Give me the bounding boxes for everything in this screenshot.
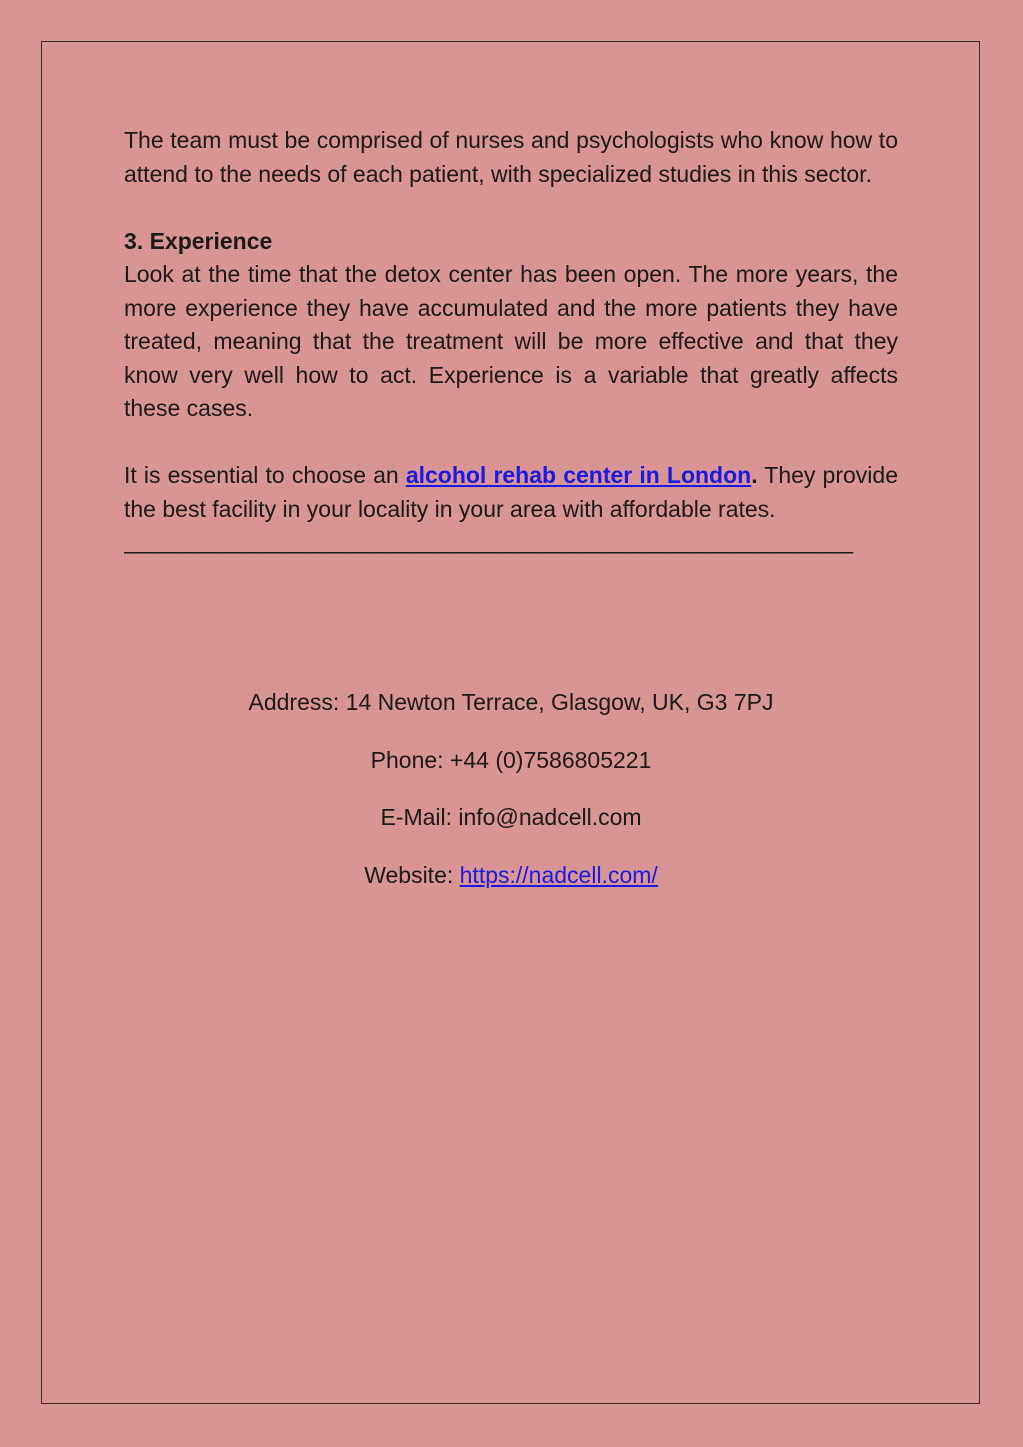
closing-prefix: It is essential to choose an [124, 462, 406, 488]
section-heading: 3. Experience [124, 227, 273, 254]
closing-suffix: They provide the best facility in your locality in your area with affordable rates. [124, 462, 898, 522]
paragraph-spacer [124, 191, 898, 225]
experience-paragraph: Look at the time that the detox center has been open. The more years, the more experience they have accumulated and the more patients they have treated, meaning that the treatment will be more effective and that they know very well how to act. Experience is a variable that greatly affects these cases. [124, 261, 898, 421]
rehab-center-link[interactable]: alcohol rehab center in London [405, 462, 752, 488]
website-line [124, 857, 898, 915]
closing-paragraph [124, 459, 898, 526]
address-line: Address: 14 Newton Terrace, Glasgow, UK, G3 7PJ [248, 689, 774, 715]
website-link[interactable]: https://nadcell.com/ [459, 861, 658, 888]
contact-block [124, 684, 898, 914]
website-label: Website: [364, 861, 460, 888]
document-body [124, 124, 898, 556]
closing-period: . [751, 462, 758, 488]
paragraph-spacer [124, 426, 898, 460]
phone-line: Phone: +44 (0)7586805221 [370, 746, 652, 773]
email-line: E-Mail: info@nadcell.com [380, 804, 642, 830]
divider-line: _________________________________________________________ [124, 528, 854, 554]
intro-paragraph: The team must be comprised of nurses and psychologists who know how to attend to the needs of each patient, with specialized studies in this sector. [124, 127, 898, 187]
